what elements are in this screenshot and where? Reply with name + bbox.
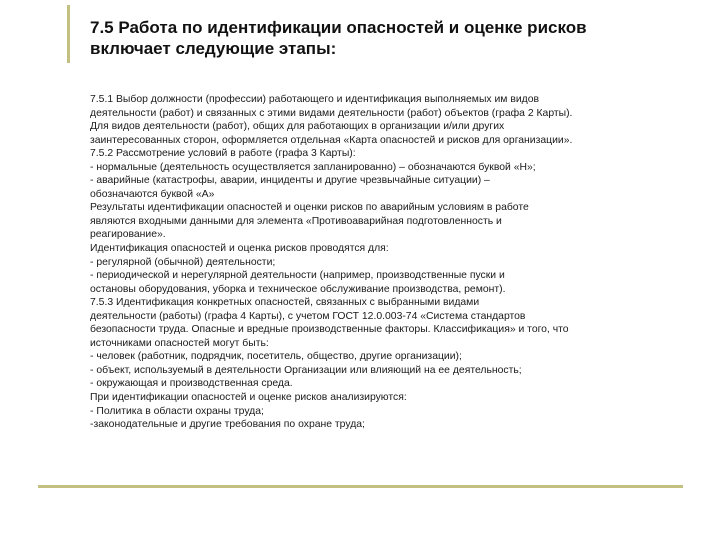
body-line: 7.5.2 Рассмотрение условий в работе (графа 3 Карты): <box>90 148 356 160</box>
body-line: 7.5.3 Идентификация конкретных опасностей, связанных с выбранными видами <box>90 297 480 309</box>
body-line: деятельности (работ) и связанных с этими видами деятельности (работ) объектов (графа 2 Карты). <box>90 107 573 119</box>
body-line: реагирование». <box>90 229 166 241</box>
body-line: При идентификации опасностей и оценке рисков анализируются: <box>90 392 407 404</box>
body-line: остановы оборудования, уборка и техническое обслуживание производства, ремонт). <box>90 283 506 295</box>
body-line: безопасности труда. Опасные и вредные производственные факторы. Классификация» и того, что <box>90 324 569 336</box>
slide-body-text <box>90 93 710 432</box>
body-line: - периодической и нерегулярной деятельности (например, производственные пуски и <box>90 270 505 282</box>
title-line: включает следующие этапы: <box>90 39 337 58</box>
body-line: - человек (работник, подрядчик, посетитель, общество, другие организации); <box>90 351 462 363</box>
body-line: Результаты идентификации опасностей и оценки рисков по аварийным условиям в работе <box>90 202 529 214</box>
body-line: 7.5.1 Выбор должности (профессии) работающего и идентификация выполняемых им видов <box>90 94 540 105</box>
body-line: -законодательные и другие требования по охране труда; <box>90 419 365 431</box>
body-line: Идентификация опасностей и оценка рисков проводятся для: <box>90 243 389 255</box>
slide-title <box>90 17 690 59</box>
title-accent-bar <box>67 5 70 63</box>
body-line: - регулярной (обычной) деятельности; <box>90 256 276 268</box>
body-line: заинтересованных сторон, оформляется отдельная «Карта опасностей и рисков для организации». <box>90 134 573 146</box>
body-line: - объект, используемый в деятельности Организации или влияющий на ее деятельность; <box>90 364 522 376</box>
body-line: обозначаются буквой «А» <box>90 188 215 200</box>
footer-accent-bar <box>38 485 683 488</box>
title-line: 7.5 Работа по идентификации опасностей и оценке рисков <box>90 18 587 37</box>
body-line: являются входными данными для элемента «Противоаварийная подготовленность и <box>90 215 502 227</box>
body-line: - Политика в области охраны труда; <box>90 405 264 417</box>
body-line: - аварийные (катастрофы, аварии, инциденты и другие чрезвычайные ситуации) – <box>90 175 490 187</box>
body-line: - окружающая и производственная среда. <box>90 378 293 390</box>
body-line: Для видов деятельности (работ), общих для работающих в организации и/или других <box>90 121 505 133</box>
body-line: деятельности (работы) (графа 4 Карты), с учетом ГОСТ 12.0.003-74 «Система стандартов <box>90 310 526 322</box>
body-line: источниками опасностей могут быть: <box>90 337 269 349</box>
body-line: - нормальные (деятельность осуществляется запланированно) – обозначаются буквой «Н»; <box>90 161 536 173</box>
